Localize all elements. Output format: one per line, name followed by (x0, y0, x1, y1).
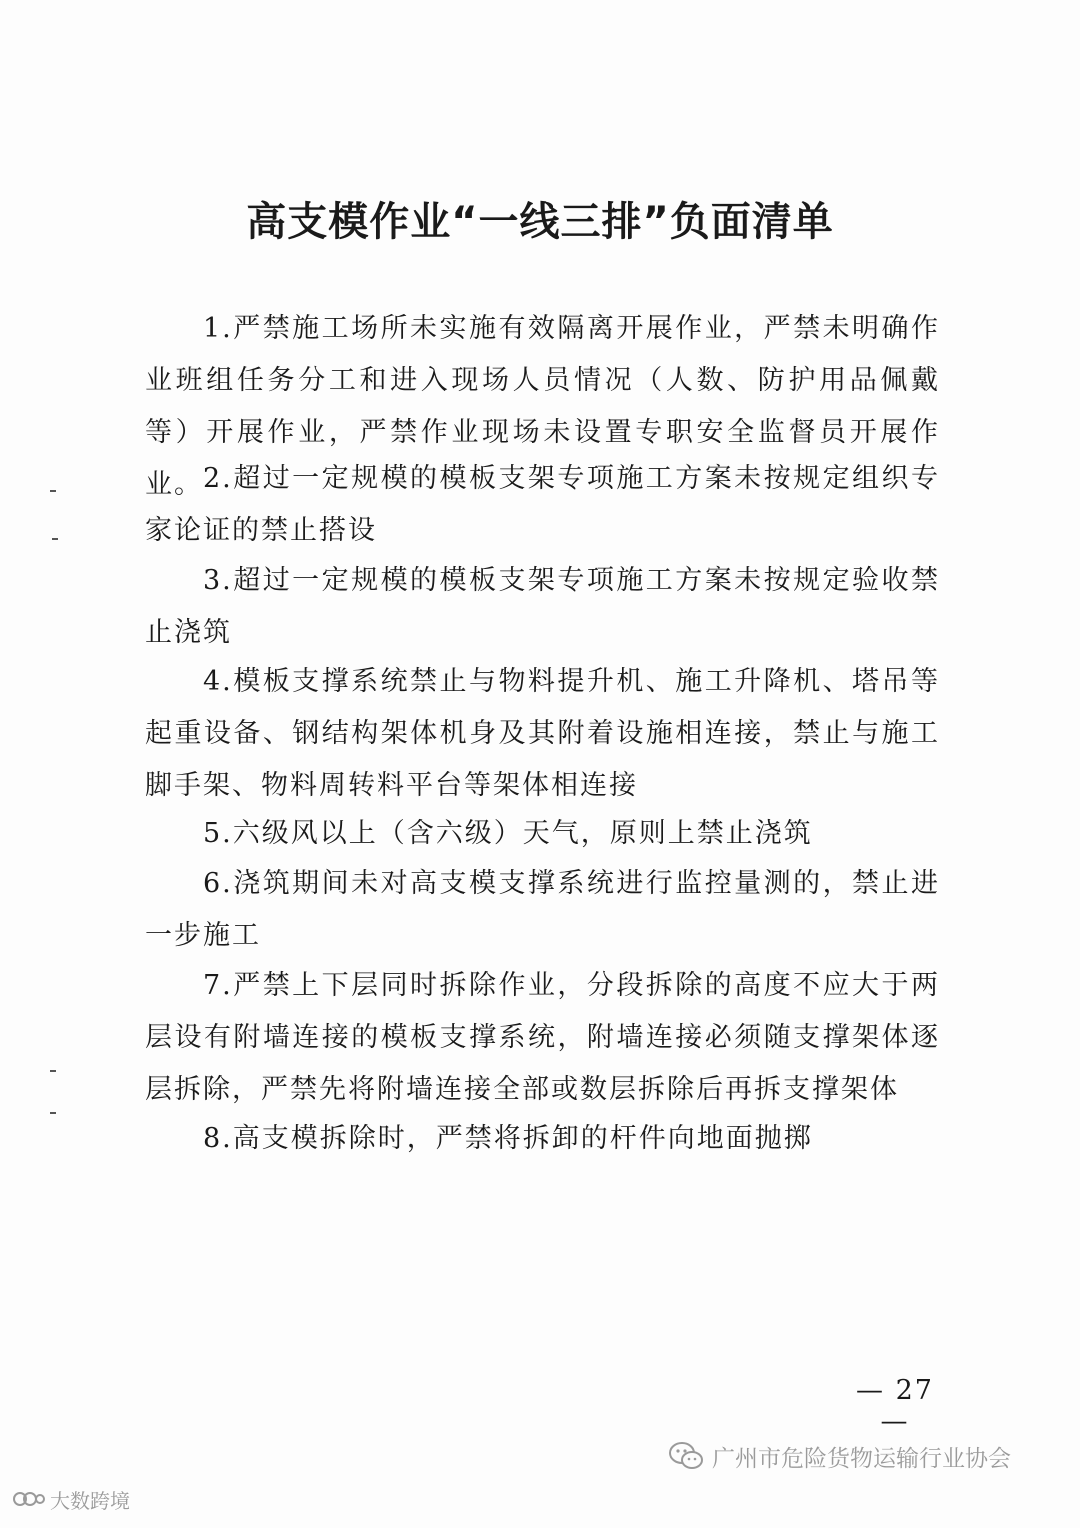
list-item: 3.超过一定规模的模板支架专项施工方案未按规定验收禁止浇筑 (145, 565, 940, 648)
wechat-icon (668, 1441, 704, 1471)
list-item: 5.六级风以上（含六级）天气，原则上禁止浇筑 (203, 818, 813, 849)
scan-mark (50, 490, 56, 492)
watermark-source-text: 广州市危险货物运输行业协会 (712, 1445, 1011, 1472)
page-number: — 27 — (856, 1375, 934, 1437)
watermark-source (668, 1436, 1011, 1476)
list-item: 4.模板支撑系统禁止与物料提升机、施工升降机、塔吊等起重设备、钢结构架体机身及其附着设施相连接，禁止与施工脚手架、物料周转料平台等架体相连接 (145, 666, 940, 801)
watermark-brand-text: 大数跨境 (50, 1488, 130, 1513)
scan-mark (50, 1070, 56, 1072)
list-item: 1.严禁施工场所未实施有效隔离开展作业，严禁未明确作业班组任务分工和进入现场人员情况（人数、防护用品佩戴等）开展作业，严禁作业现场未设置专职安全监督员开展作业。 (145, 313, 940, 500)
list-item: 7.严禁上下层同时拆除作业，分段拆除的高度不应大于两层设有附墙连接的模板支撑系统，附墙连接必须随支撑架体逐层拆除，严禁先将附墙连接全部或数层拆除后再拆支撑架体 (145, 970, 940, 1105)
list-item: 8.高支模拆除时，严禁将拆卸的杆件向地面抛掷 (203, 1123, 813, 1154)
page-title: 高支模作业“一线三排”负面清单 (246, 199, 834, 245)
scan-mark (50, 1112, 56, 1114)
list-item: 6.浇筑期间未对高支模支撑系统进行监控量测的，禁止进一步施工 (145, 868, 940, 951)
list-item: 2.超过一定规模的模板支架专项施工方案未按规定组织专家论证的禁止搭设 (145, 463, 940, 546)
scan-mark (52, 538, 58, 540)
logo-icon (12, 1488, 46, 1510)
watermark-brand (12, 1483, 130, 1515)
